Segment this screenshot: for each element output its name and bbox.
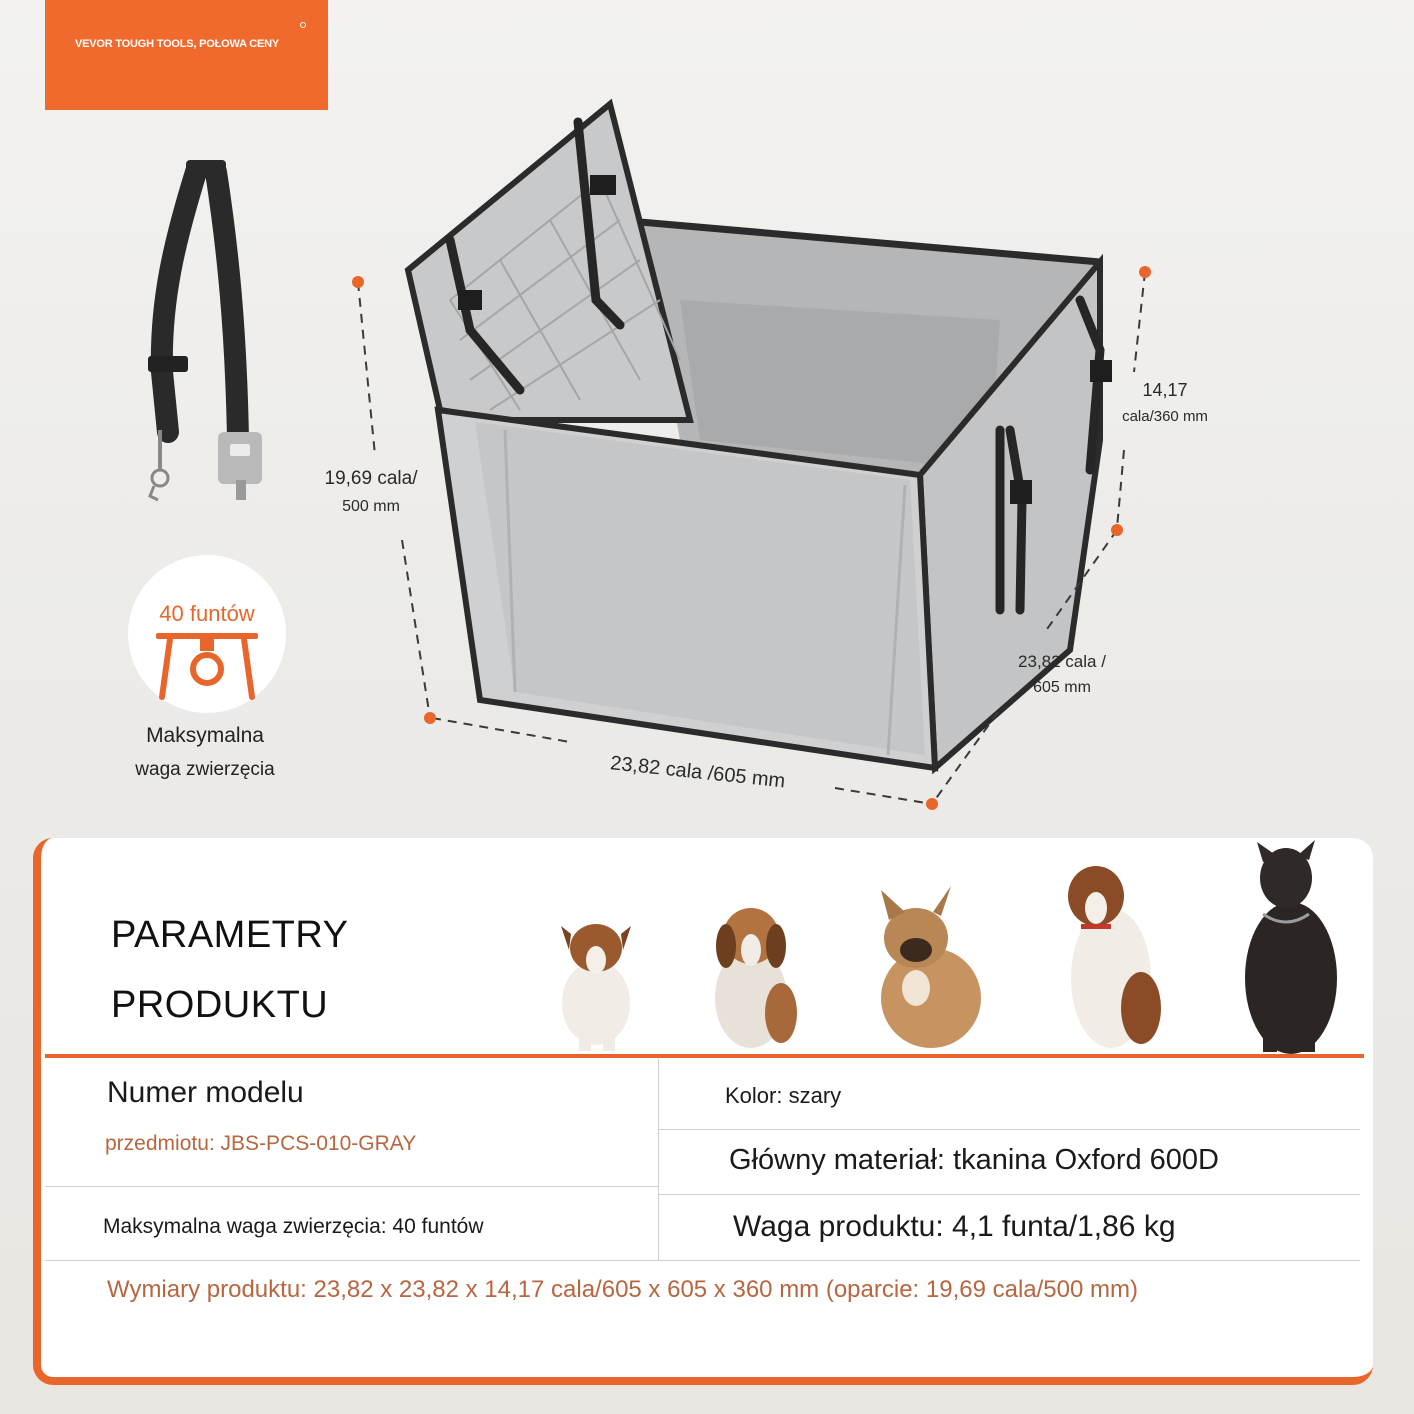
color-field: Kolor: szary	[725, 1083, 842, 1108]
side-height-line2: cala/360 mm	[1122, 407, 1208, 425]
max-weight-field: Maksymalna waga zwierzęcia: 40 funtów	[103, 1215, 484, 1238]
params-title-line1: PARAMETRY	[111, 914, 349, 956]
seat-belt-leash-icon	[148, 160, 262, 500]
max-weight-caption-line1: Maksymalna	[146, 724, 264, 747]
table-row-divider-right-2	[658, 1194, 1360, 1195]
max-weight-value: 40 funtów	[159, 601, 255, 626]
model-number-value: przedmiotu: JBS-PCS-010-GRAY	[105, 1132, 417, 1155]
max-weight-badge	[128, 555, 286, 713]
beagle-icon	[715, 908, 797, 1048]
backrest-height-label	[306, 464, 436, 520]
table-row-divider-bottom	[45, 1260, 1360, 1261]
depth-line1: 23,82 cala /	[1018, 652, 1106, 671]
params-title-line2: PRODUKTU	[111, 984, 329, 1026]
dog-sizes-illustration	[521, 838, 1381, 1054]
large-black-dog-icon	[1245, 840, 1337, 1054]
table-row-divider-right-1	[658, 1129, 1360, 1130]
material-field: Główny materiał: tkanina Oxford 600D	[729, 1144, 1219, 1176]
backrest-height-line1: 19,69 cala/	[324, 468, 418, 489]
pitbull-icon	[1068, 866, 1161, 1048]
depth-label	[1000, 648, 1124, 701]
side-height-line1: 14,17	[1142, 380, 1188, 400]
product-parameters-card	[33, 838, 1373, 1385]
side-height-label	[1108, 376, 1222, 429]
french-bulldog-icon	[881, 886, 981, 1048]
product-weight-field: Waga produktu: 4,1 funta/1,86 kg	[733, 1210, 1176, 1243]
max-weight-caption	[110, 718, 300, 786]
width-label: 23,82 cala /605 mm	[609, 752, 787, 793]
table-row-divider-left	[45, 1186, 658, 1187]
product-dimensions-field: Wymiary produktu: 23,82 x 23,82 x 14,17 cala/605 x 605 x 360 mm (oparcie: 19,69 cala/500 mm)	[107, 1276, 1138, 1303]
depth-line2: 605 mm	[1033, 679, 1091, 697]
table-column-divider	[658, 1058, 659, 1260]
promo-banner-text: VEVOR TOUGH TOOLS, POŁOWA CENY	[75, 38, 280, 50]
model-number-label: Numer modelu	[107, 1076, 304, 1109]
small-dog-icon	[561, 924, 631, 1051]
params-divider	[45, 1054, 1364, 1058]
scale-icon	[154, 631, 260, 701]
max-weight-caption-line2: waga zwierzęcia	[135, 758, 275, 780]
params-title	[111, 900, 348, 1040]
backrest-height-line2: 500 mm	[342, 498, 400, 516]
